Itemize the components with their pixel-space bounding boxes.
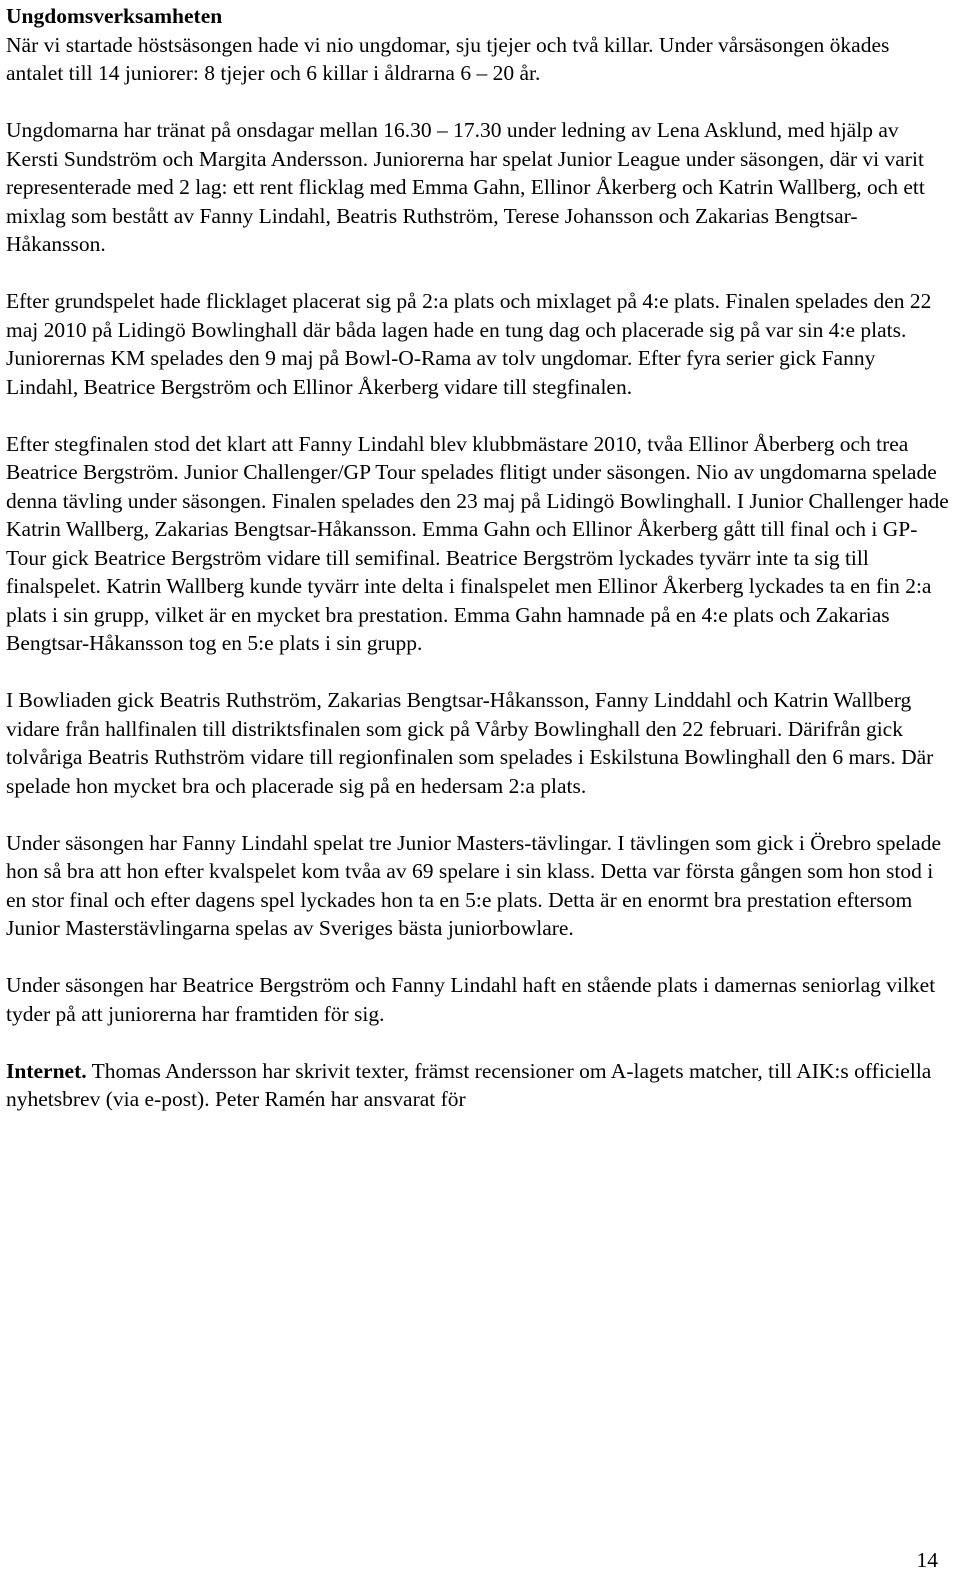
page-number: 14 — [916, 1548, 938, 1572]
paragraph-seniorlag: Under säsongen har Beatrice Bergström och Fanny Lindahl haft en stående plats i damernas seniorlag vilket tyder på att juniorerna har framtiden för sig. — [6, 973, 936, 1026]
paragraph-stegfinal: Efter stegfinalen stod det klart att Fanny Lindahl blev klubbmästare 2010, tvåa Ellinor Åberberg och trea Beatrice Bergström. Junior Challenger/GP Tour spelades flitigt under säsongen. Nio av ungdomarna spelade denna tävling under säsongen. Finalen spelades den 23 maj på Lidingö Bowlinghall. I Junior Challenger hade Katrin Wallberg, Zakarias Bengtsar-Håkansson. Emma Gahn och Ellinor Åkerberg gått till final och i GP-Tour gick Beatrice Bergström vidare till semifinal. Beatrice Bergström lyckades tyvärr inte ta sig till finalspelet. Katrin Wallberg kunde tyvärr inte delta i finalspelet men Ellinor Åkerberg lyckades ta en fin 2:a plats i sin grupp, vilket är en mycket bra prestation. Emma Gahn hamnade på en 4:e plats och Zakarias Bengtsar-Håkansson tog en 5:e plats i sin grupp. — [6, 431, 949, 655]
paragraph-training: Ungdomarna har tränat på onsdagar mellan 16.30 – 17.30 under ledning av Lena Asklund, med hjälp av Kersti Sundström och Margita Andersson. Juniorerna har spelat Junior League under säsongen, där vi varit representerade med 2 lag: ett rent flicklag med Emma Gahn, Ellinor Åkerberg och Katrin Wallberg, och ett mixlag som bestått av Fanny Lindahl, Beatris Ruthström, Terese Johansson och Zakarias Bengtsar-Håkansson. — [6, 118, 925, 256]
internet-label: Internet. — [6, 1058, 87, 1083]
paragraph-results: Efter grundspelet hade flicklaget placerat sig på 2:a plats och mixlaget på 4:e plats. Finalen spelades den 22 maj 2010 på Lidingö Bowlinghall där båda lagen hade en tung dag och placerade sig på var sin 4:e plats. Juniorernas KM spelades den 9 maj på Bowl-O-Rama av tolv ungdomar. Efter fyra serier gick Fanny Lindahl, Beatrice Bergström och Ellinor Åkerberg vidare till stegfinalen. — [6, 289, 932, 399]
paragraph-junior-masters: Under säsongen har Fanny Lindahl spelat tre Junior Masters-tävlingar. I tävlingen som gick i Örebro spelade hon så bra att hon efter kvalspelet kom tvåa av 69 spelare i sin klass. Detta var första gången som hon stod i en stor final och efter dagens spel lyckades hon ta en 5:e plats. Detta är en enormt bra prestation eftersom Junior Masterstävlingarna spelas av Sveriges bästa juniorbowlare. — [6, 830, 942, 940]
document-page — [6, 0, 950, 1142]
paragraph-bowliaden: I Bowliaden gick Beatris Ruthström, Zakarias Bengtsar-Håkansson, Fanny Linddahl och Katrin Wallberg vidare från hallfinalen till distriktsfinalen som gick på Vårby Bowlinghall den 22 februari. Därifrån gick tolvåriga Beatris Ruthström vidare till regionfinalen som spelades i Eskilstuna Bowlinghall den 6 mars. Där spelade hon mycket bra och placerade sig på en hedersam 2:a plats. — [6, 688, 934, 798]
paragraph-internet — [6, 1057, 950, 1114]
internet-text: Thomas Andersson har skrivit texter, främst recensioner om A-lagets matcher, till AIK:s officiella nyhetsbrev (via e-post). Peter Ramén har ansvarat för — [6, 1058, 932, 1111]
paragraph-intro: När vi startade höstsäsongen hade vi nio ungdomar, sju tjejer och två killar. Under vårsäsongen ökades antalet till 14 juniorer: 8 tjejer och 6 killar i åldrarna 6 – 20 år. — [6, 32, 890, 85]
section-heading: Ungdomsverksamheten — [6, 4, 223, 28]
